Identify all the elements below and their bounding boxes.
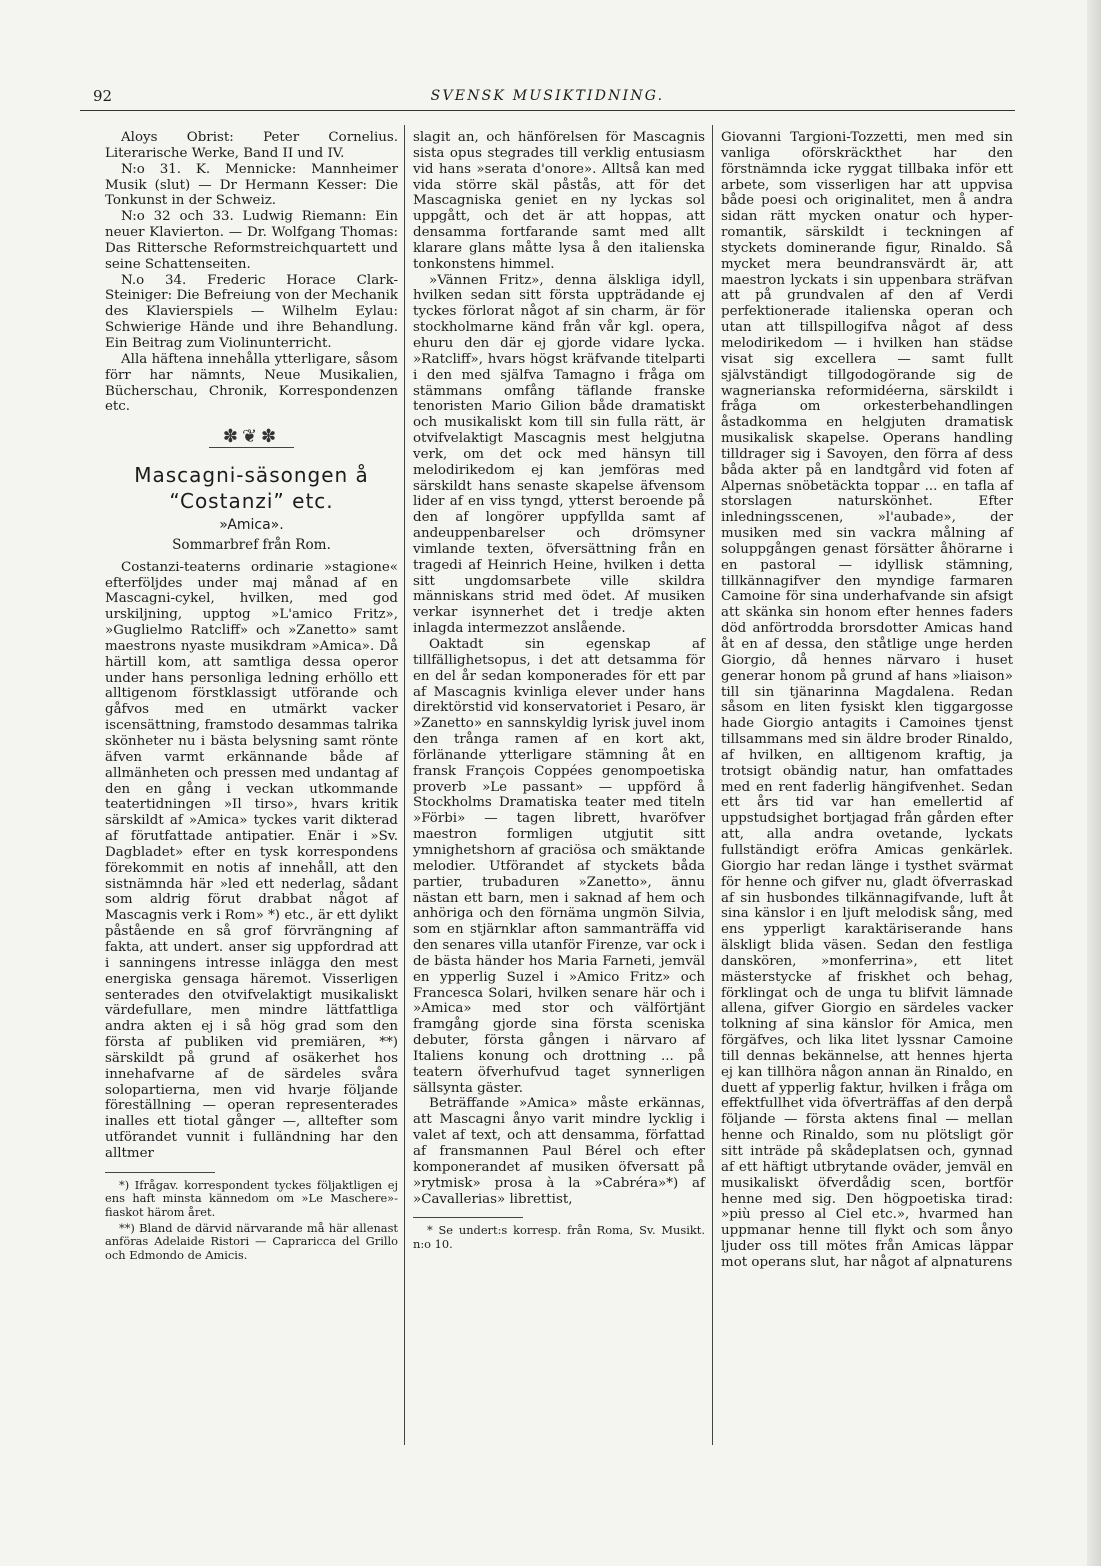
footnotes — [413, 1224, 705, 1251]
column-rule-right — [712, 125, 713, 1445]
column-1 — [105, 130, 398, 1264]
article-paragraph: Oaktadt sin egenskap af tillfällighetsopus, i det att detsamma för en del år sedan komponerades för ett par af Mascagnis kvinliga elever under hans direktörstid vid konservatoriet i Pesaro, är »Zanetto» en sannskyldig lyrisk juvel inom den trånga ramen af en kort akt, förlänande ytterligare stämning åt en fransk François Coppées genompoetiska proverb »Le passant» — uppförd å Stockholms Dramatiska teater med titeln »Förbi» — tagen librett, hvaröfver maestron formligen utgjutit sitt ymnighetshorn af graciösa och smäktande melodier. Utförandet af styckets båda partier, trubaduren »Zanetto», ännu nästan ett barn, men i saknad af hem och anhöriga och den förnäma ungmön Silvia, som en stjärnklar afton sammanträffa vid den senares villa utanför Firenze, var ock i de bästa händer hos Maria Farneti, jemväl en ypperlig Suzel i »Amico Fritz» och Francesca Solari, hvilken senare här och i »Amica» med stor och välförtjänt framgång gjorde sina första sceniska debuter, första gången i närvaro af Italiens konung och drottning ... på teatern öfverhufvud taget synnerligen sällsynta gäster. — [413, 637, 705, 1096]
column-rule-left — [404, 125, 405, 1445]
ornament-glyph: ✽❦✽ — [209, 429, 294, 448]
running-head: SVENSK MUSIKTIDNING. — [430, 88, 665, 104]
footnotes — [105, 1179, 398, 1263]
footnote: *) Ifrågav. korrespondent tyckes följaktligen ej ens haft minsta kännedom om »Le Maschere»-fiaskot härom året. — [105, 1177, 398, 1219]
article-body: Costanzi-teaterns ordinarie »stagione« efterföljdes under maj månad af en Mascagni-cykel, hvilken, med god urskiljning, upptog »L'amico Fritz», »Guglielmo Ratcliff» och »Zanetto» samt maestrons nyaste musikdram »Amica». Då härtill kom, att samtliga dessa operor under hans personliga ledning erhöllo ett alltigenom förstklassigt utförande och gåfvos med en utmärkt vacker iscensättning, framstodo desammas talrika skönheter nu i bästa belysning samt rönte äfven varmt erkännande både af allmänheten och pressen med undantag af den en gång i veckan utkommande teatertidningen »Il tirso», hvars kritik särskildt af »Amica» tyckes varit dikterad af förutfattade antipatier. Enär i »Sv. Dagbladet» efter en tysk korrespondens förekommit en notis af innehåll, att den sistnämnda här »led ett nederlag, sådant som aldrig förut drabbat något af Mascagnis verk i Rom» *) etc., är ett dylikt påstående en så grof förvrängning af fakta, att undert. anser sig uppfordrad att i sanningens intresse inlägga den mest energiska gensaga häremot. Visserligen senterades den otvifvelaktigt musikaliskt värdefullare, men mindre lättfattliga andra akten ej i så hög grad som den första af publiken vid premiären, **) särskildt på grund af osäkerhet hos innehafvarne af de särdeles svåra solopartierna, men vid hvarje följande föreställning — operan representerades inalles ett tiotal gånger —, alltefter som utförandet vunnit i fulländning har den alltmer — [105, 559, 398, 1161]
article-title: Mascagni-säsongen å “Costanzi” etc. — [134, 463, 369, 514]
article-dateline: Sommarbref från Rom. — [172, 536, 331, 553]
column-2 — [413, 130, 705, 1254]
article-paragraph: »Vännen Fritz», denna älskliga idyll, hvilken sedan sitt första uppträdande ej tyckes förlorat något af sin charm, är för stockholmarne känd från vår kgl. opera, ehuru den där ej gjorde vidare lycka. »Ratcliff», hvars högst kräfvande titelparti i den med själfva Tamagno i fråga om stämmans omfång täflande franske tenoristen Mario Gilion både dramatiskt och musikaliskt kom till sin fulla rätt, är otvifvelaktigt Mascagnis mest helgjutna verk, om det ock med hänsyn till melodirikedom ej kan jemföras med särskildt hans senaste skapelse äfvensom lider af en viss tyngd, ytterst beroende på den af longörer uppfyllda samt af andeuppenbarelser och drömsyner vimlande texten, öfversättning från en tragedi af Heinrich Heine, hvilken i detta sitt ungdomsarbete ville skildra människans strid med ödet. Af musiken verkar isynnerhet det i tredje akten inlagda intermezzot anslående. — [413, 272, 705, 637]
footnote-separator — [105, 1172, 215, 1173]
periodical-listing: Alla häftena innehålla ytterligare, såsom förr har nämnts, Neue Musikalien, Bücherschau, Chronik, Korrespondenzen etc. — [105, 351, 398, 415]
article-paragraph: Giovanni Targioni-Tozzetti, men med sin vanliga oförskräckthet har den förstnämnda icke ryggat tillbaka inför ett arbete, som visserligen har att uppvisa både poesi och originalitet, men å andra sidan rätt mycken onatur och hyper-romantik, särskildt i teckningen af styckets dominerande figur, Rinaldo. Så mycket mera beundransvärdt är, att maestron lyckats i sin uppenbara sträfvan att på grundvalen af den af Verdi perfektionerade italienska operan och utan att tillspillogifva något af dess melodirikedom — i hvilken han städse visat sig excellera — samt fullt självständigt tillgodogörande sig de wagnerianska reformidéerna, särskildt i fråga om orkesterbehandlingen åstadkomma en helgjuten dramatisk musikalisk skapelse. Operans handling tilldrager sig i Savoyen, den förra af dess båda akter på en landtgård vid foten af Alpernas snöbetäckta toppar ... en tafla af storslagen naturskönhet. Efter inledningsscenen, »l'aubade», der musiken med sin vackra målning af soluppgången genast försätter åhörarne i en pastoral — idyllisk stämning, tillkännagifver den myndige farmaren Camoine för sina underhafvande sin afsigt att skänka sin honom efter hennes faders död anförtrodda brorsdotter Amicas hand åt en af dessa, den ståtlige unge herden Giorgio, då hennes närvaro i huset generar honom på grund af hans »liaison» till sin tjänarinna Magdalena. Redan såsom en liten fysiskt klen tiggargosse hade Giorgio antagits i Camoines tjenst tillsammans med sin äldre broder Rinaldo, af hvilken, en alltigenom kraftig, ja trotsigt obändig natur, han omfattades med en rent faderlig hängifvenhet. Sedan ett års tid var han emellertid af uppstudsighet bortjagad från gården efter att, alla andra ovetande, lyckats fullständigt eröfra Amicas genkärlek. Giorgio har redan länge i tysthet svärmat för henne och gifver nu, gladt öfverraskad af sin husbondes tilkännagifvande, luft åt sina känslor i en ljuft melodisk sång, med ens ypperligt karaktäriserande hans älskligt blida väsen. Sedan den festliga danskören, »monferrina», ett litet mästerstycke af friskhet och behag, förklingat och de unga tu blifvit lämnade allena, gifver Giorgio en särdeles vacker tolkning af sina känslor för Amica, men förgäfves, och lika litet lyssnar Camoine till dennas bekännelse, att hennes hjerta ej kan tillhöra någon annan än Rinaldo, en duett af ypperlig faktur, hvilken i fråga om effektfullhet vida öfverträffas af den derpå följande — första aktens final — mellan henne och Rinaldo, som nu plötsligt gör sitt inträde på skådeplatsen och, gynnad af ett häftigt utbrytande oväder, jemväl en musikaliskt öfverdådig scen, bortför henne med sig. Den högpoetiska tirad: »più presso al Ciel etc.», hvarmed han uppmanar henne till flykt och som ånyo ljuder oss till mötes från Amicas läppar mot operans slut, har något af alpnaturens — [721, 130, 1013, 1270]
footnote-separator — [413, 1217, 523, 1218]
page-number: 92 — [93, 87, 113, 105]
footnote: **) Bland de därvid närvarande må här allenast anföras Adelaide Ristori — Capraricca del Grillo och Edmondo de Amicis. — [105, 1220, 398, 1262]
periodical-listing: N:o 31. K. Mennicke: Mannheimer Musik (slut) — Dr Hermann Kesser: Die Tonkunst in der Schweiz. — [105, 161, 398, 209]
periodical-listing: N.o 34. Frederic Horace Clark-Steiniger: Die Befreiung von der Mechanik des Klavierspiels — Wilhelm Eylau: Schwierige Hände und ihre Behandlung. Ein Beitrag zum Violinunterricht. — [105, 272, 398, 351]
page-edge — [1087, 0, 1101, 1566]
section-ornament — [105, 426, 398, 448]
periodical-listing: N:o 32 och 33. Ludwig Riemann: Ein neuer Klavierton. — Dr. Wolfgang Thomas: Das Rittersche Reformstreichquartett und seine Schattenseiten. — [105, 209, 398, 272]
periodical-listing: Aloys Obrist: Peter Cornelius. Literarische Werke, Band II und IV. — [105, 130, 398, 161]
article-paragraph: slagit an, och hänförelsen för Mascagnis sista opus stegrades till verklig entusiasm vid hans »serata d'onore». Alltså kan med vida större skäl påstås, att för det Mascagniska geniet en ny lyckas sol uppgått, och det är att hoppas, att densamma fortfarande samt med allt klarare glans måtte lysa å den italienska tonkonstens himmel. — [413, 130, 705, 272]
article-paragraph: Beträffande »Amica» måste erkännas, att Mascagni ånyo varit mindre lycklig i valet af text, och att densamma, författad af fransmannen Paul Bérel och efter komponerandet af musiken öfversatt på »rytmisk» prosa à la »Cabréra»*) af »Cavallerias» librettist, — [413, 1096, 705, 1207]
footnote: * Se undert:s korresp. från Roma, Sv. Musikt. n:o 10. — [413, 1223, 705, 1251]
column-3 — [721, 130, 1013, 1271]
page-header — [80, 86, 1015, 111]
article-subtitle: »Amica». — [219, 517, 284, 534]
